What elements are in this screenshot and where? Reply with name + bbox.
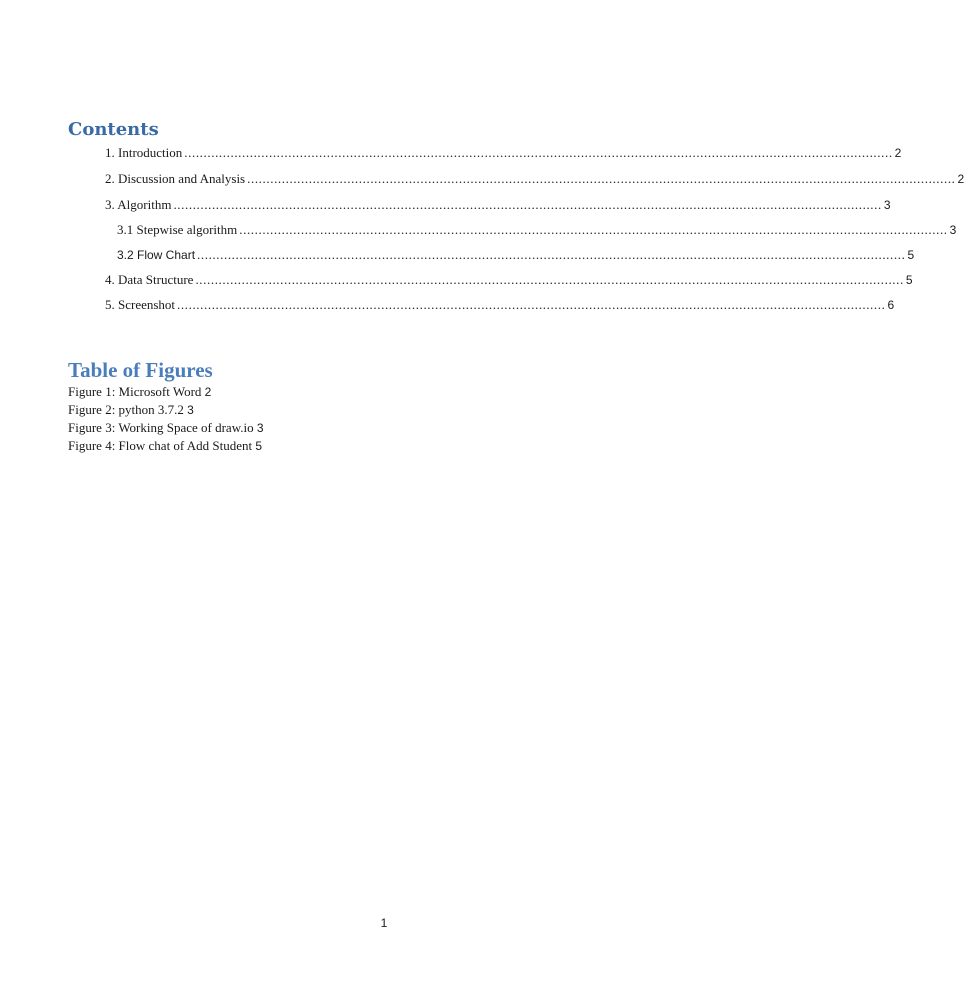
dot-leader: ........................................................................................................................................................................................ [197,247,906,262]
toc-entry-title: 3.1 Stepwise algorithm [117,222,238,237]
toc-entry-title: 1. Introduction [105,145,183,160]
dot-leader: ........................................................................................................................................................................................ [239,222,948,237]
toc-entry-discussion[interactable] [105,171,964,187]
figure-entry-title: Figure 1: Microsoft Word [68,384,202,399]
toc-entry-stepwise-algorithm[interactable] [117,222,957,238]
figure-entry-page: 3 [187,403,194,417]
dot-leader: ........................................................................................................................................................................................ [247,171,956,186]
figure-entry-4[interactable] [68,438,262,454]
figure-entry-page: 2 [204,385,212,399]
toc-entry-page: 5 [907,248,915,262]
toc-entry-title: 4. Data Structure [105,272,194,287]
toc-entry-page: 2 [957,172,964,186]
figure-entry-3[interactable] [68,420,264,436]
toc-entry-page: 5 [905,273,913,287]
dot-leader: ........................................................................................................................................................................................ [177,297,886,312]
toc-entry-data-structure[interactable] [105,272,913,288]
contents-heading: Contents [68,119,159,140]
toc-entry-title: 3. Algorithm [105,197,172,212]
figure-entry-title: Figure 2: python 3.7.2 [68,402,184,417]
page-number: 1 [380,916,388,930]
toc-entry-flow-chart[interactable] [117,247,915,263]
toc-entry-page: 3 [883,198,891,212]
figure-entry-title: Figure 4: Flow chat of Add Student [68,438,253,453]
toc-entry-introduction[interactable] [105,145,902,161]
toc-entry-page: 3 [949,223,957,237]
figure-entry-1[interactable] [68,384,211,400]
figure-entry-page: 5 [255,439,263,453]
toc-entry-title: 5. Screenshot [105,297,176,312]
dot-leader: ........................................................................................................................................................................................ [184,145,893,160]
figure-entry-title: Figure 3: Working Space of draw.io [68,420,254,435]
toc-entry-screenshot[interactable] [105,297,895,313]
dot-leader: ........................................................................................................................................................................................ [195,272,904,287]
dot-leader: ........................................................................................................................................................................................ [173,197,882,212]
toc-entry-algorithm[interactable] [105,197,891,213]
figure-entry-page: 3 [256,421,264,435]
toc-entry-page: 6 [887,298,895,312]
figure-entry-2[interactable] [68,402,194,418]
toc-entry-page: 2 [894,146,902,160]
toc-entry-title: 2. Discussion and Analysis [105,171,246,186]
toc-entry-title: 3.2 Flow Chart [117,248,196,262]
table-of-figures-heading: Table of Figures [68,358,213,382]
